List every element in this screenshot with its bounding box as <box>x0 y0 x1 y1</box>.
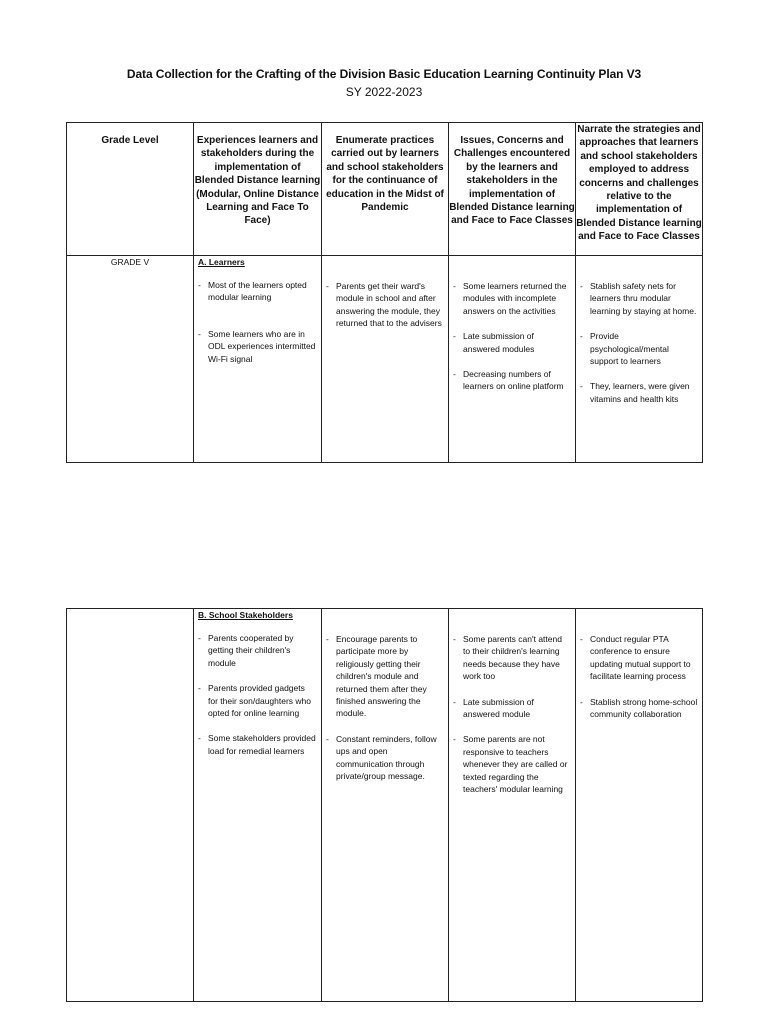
list-item: - Provide psychological/mental support to learners <box>580 331 669 367</box>
section-label-stakeholders: B. School Stakeholders <box>198 610 293 620</box>
list-item: - Stablish strong home-school community collaboration <box>580 696 698 720</box>
issues-list <box>449 280 575 393</box>
list-item: - Conduct regular PTA conference to ensure updating mutual support to facilitate learning process <box>580 634 691 682</box>
practices-list <box>322 633 448 782</box>
document-title: Data Collection for the Crafting of the Division Basic Education Learning Continuity Plan V3 <box>126 67 642 81</box>
grade-label: GRADE V <box>110 257 150 267</box>
list-item: - Some stakeholders provided load for remedial learners <box>198 733 316 756</box>
list-item: - Decreasing numbers of learners on online platform <box>453 369 564 392</box>
list-item: - Some learners who are in ODL experiences intermitted Wi-Fi signal <box>198 328 316 364</box>
header-strategies: Narrate the strategies and approaches that learners and school stakeholders employed to address concerns and challenges relative to the implementation of Blended Distance learning and Face to Face Classes <box>576 123 703 256</box>
issues-cell <box>449 256 576 463</box>
header-practices: Enumerate practices carried out by learners and school stakeholders for the continuance of education in the Midst of Pandemic <box>322 123 449 256</box>
list-item: - Some learners returned the modules with incomplete answers on the activities <box>453 281 567 316</box>
list-item: - Constant reminders, follow ups and open communication through private/group message. <box>326 733 437 782</box>
table-header-row <box>67 123 703 256</box>
strategies-cell <box>576 609 703 1002</box>
document-subtitle: SY 2022-2023 <box>345 85 423 99</box>
practices-cell <box>322 609 449 1002</box>
list-item: - They, learners, were given vitamins and health kits <box>580 381 690 404</box>
header-issues: Issues, Concerns and Challenges encountered by the learners and stakeholders in the implementation of Blended Distance learning and Face to Face Classes <box>449 123 576 256</box>
section-label-learners: A. Learners <box>198 257 245 267</box>
header-experiences: Experiences learners and stakeholders during the implementation of Blended Distance learning (Modular, Online Distance Learning and Face To Face) <box>194 123 322 256</box>
plan-table-stakeholders <box>66 608 703 1002</box>
practices-cell <box>322 256 449 463</box>
practices-list <box>322 280 448 330</box>
table-row-learners <box>67 256 703 463</box>
grade-label <box>67 609 193 610</box>
issues-cell <box>449 609 576 1002</box>
list-item: - Parents cooperated by getting their children's module <box>198 633 294 668</box>
table-row-stakeholders <box>67 609 703 1002</box>
list-item: - Parents get their ward's module in school and after answering the module, they returned that to the advisers <box>326 281 442 329</box>
header-grade-level: Grade Level <box>67 123 194 256</box>
experiences-cell <box>194 609 322 1002</box>
list-item: - Parents provided gadgets for their son/daughters who opted for online learning <box>198 683 312 719</box>
experiences-list <box>194 632 321 757</box>
list-item: - Some parents are not responsive to teachers whenever they are called or texted regarding the teachers' modular learning <box>453 734 568 795</box>
grade-cell <box>67 256 194 463</box>
list-item: - Most of the learners opted modular learning <box>198 280 307 303</box>
list-item: - Late submission of answered modules <box>453 331 535 354</box>
strategies-list <box>576 633 702 720</box>
grade-cell <box>67 609 194 1002</box>
list-item: - Encourage parents to participate more by religiously getting their children's module and returned them after they finished answering the module. <box>326 634 427 719</box>
strategies-list <box>576 280 702 405</box>
experiences-list <box>194 279 321 365</box>
list-item: - Late submission of answered module <box>453 696 534 720</box>
list-item: - Stablish safety nets for learners thru modular learning by staying at home. <box>580 281 697 316</box>
issues-list <box>449 633 575 795</box>
list-item: - Some parents can't attend to their children's learning needs because they have work too <box>453 634 562 682</box>
plan-table-learners <box>66 122 703 463</box>
experiences-cell <box>194 256 322 463</box>
strategies-cell <box>576 256 703 463</box>
